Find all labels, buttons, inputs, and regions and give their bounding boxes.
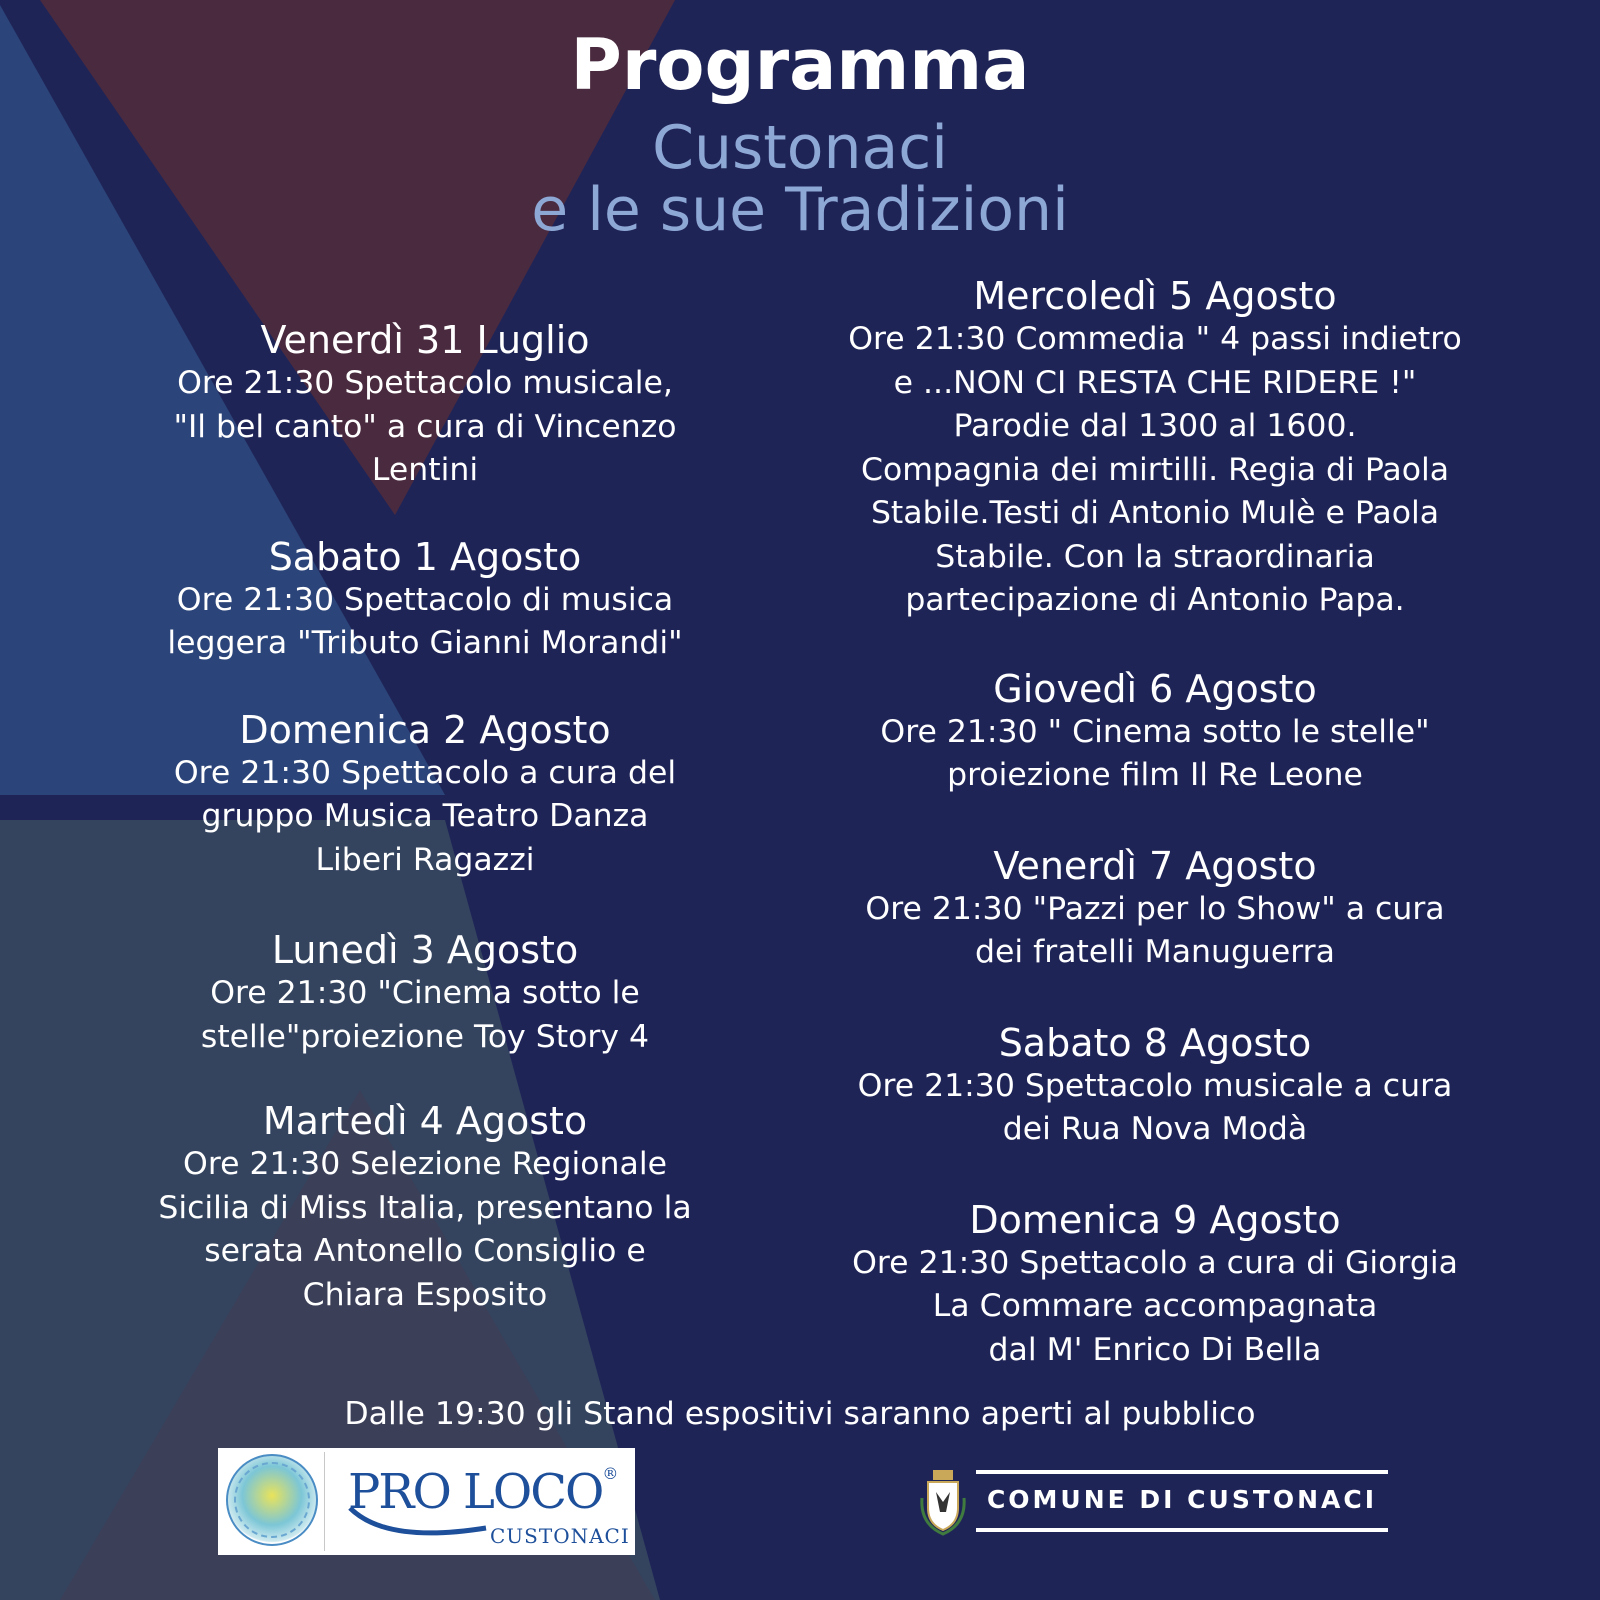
event-day: Sabato 1 Agosto	[268, 534, 582, 579]
event-description: Ore 21:30 Spettacolo di musica leggera "Tributo Gianni Morandi"	[167, 581, 683, 661]
comune-crest-icon	[916, 1468, 970, 1536]
left-event-column	[110, 318, 740, 1317]
event-item	[110, 928, 740, 1059]
event-day: Venerdì 7 Agosto	[993, 843, 1317, 888]
event-description: Ore 21:30 Commedia " 4 passi indietro e ...NON CI RESTA CHE RIDERE !" Parodie dal 1300 al 1600. Compagnia dei mirtilli. Regia di Paola Stabile.Testi di Antonio Mulè e Paola Stabile. Con la straordinaria partecipazione di Antonio Papa.	[848, 321, 1462, 618]
comune-bottom-line	[976, 1528, 1388, 1532]
registered-mark: ®	[602, 1464, 619, 1483]
event-day: Giovedì 6 Agosto	[993, 666, 1317, 711]
event-item	[805, 844, 1505, 975]
event-description: Ore 21:30 " Cinema sotto le stelle" proiezione film Il Re Leone	[880, 713, 1430, 793]
event-item	[805, 1021, 1505, 1152]
event-day: Mercoledì 5 Agosto	[973, 274, 1337, 318]
logo-divider	[324, 1452, 325, 1551]
event-day: Domenica 9 Agosto	[969, 1197, 1341, 1242]
event-day: Venerdì 31 Luglio	[260, 318, 590, 362]
subtitle-line-1: Custonaci	[652, 113, 948, 183]
event-description: Ore 21:30 Spettacolo a cura del gruppo Musica Teatro Danza Liberi Ragazzi	[173, 754, 677, 878]
event-description: Ore 21:30 "Cinema sotto le stelle"proiezione Toy Story 4	[200, 975, 650, 1055]
event-description: Ore 21:30 Spettacolo musicale a cura dei Rua Nova Modà	[857, 1067, 1453, 1147]
page-title: Programma	[570, 24, 1030, 106]
event-item	[110, 535, 740, 666]
event-item	[110, 1099, 740, 1317]
comune-top-line	[976, 1470, 1388, 1474]
event-item	[110, 318, 740, 493]
proloco-seal-icon	[226, 1454, 318, 1546]
event-item	[805, 667, 1505, 798]
event-description: Ore 21:30 Spettacolo musicale, "Il bel canto" a cura di Vincenzo Lentini	[173, 365, 677, 488]
event-description: Ore 21:30 Spettacolo a cura di Giorgia La Commare accompagnata dal M' Enrico Di Bella	[852, 1244, 1458, 1368]
right-event-column	[805, 274, 1505, 1372]
event-description: Ore 21:30 Selezione Regionale Sicilia di Miss Italia, presentano la serata Antonello Consiglio e Chiara Esposito	[158, 1146, 692, 1313]
comune-label: COMUNE DI CUSTONACI	[986, 1485, 1378, 1514]
event-item	[805, 1198, 1505, 1373]
proloco-brand-text: PRO LOCO	[348, 1464, 603, 1520]
proloco-logo	[218, 1448, 635, 1555]
subtitle-line-2: e le sue Tradizioni	[531, 175, 1069, 245]
event-day: Sabato 8 Agosto	[998, 1020, 1312, 1065]
event-description: Ore 21:30 "Pazzi per lo Show" a cura dei fratelli Manuguerra	[865, 890, 1445, 970]
footer-note: Dalle 19:30 gli Stand espositivi saranno aperti al pubblico	[344, 1396, 1256, 1432]
event-day: Martedì 4 Agosto	[262, 1099, 588, 1143]
event-item	[805, 274, 1505, 623]
event-day: Domenica 2 Agosto	[239, 707, 611, 752]
event-day: Lunedì 3 Agosto	[271, 928, 579, 972]
swoosh-icon	[346, 1498, 496, 1548]
seal-ring	[234, 1462, 310, 1538]
event-item	[110, 708, 740, 883]
proloco-subtitle: CUSTONACI	[490, 1524, 630, 1548]
